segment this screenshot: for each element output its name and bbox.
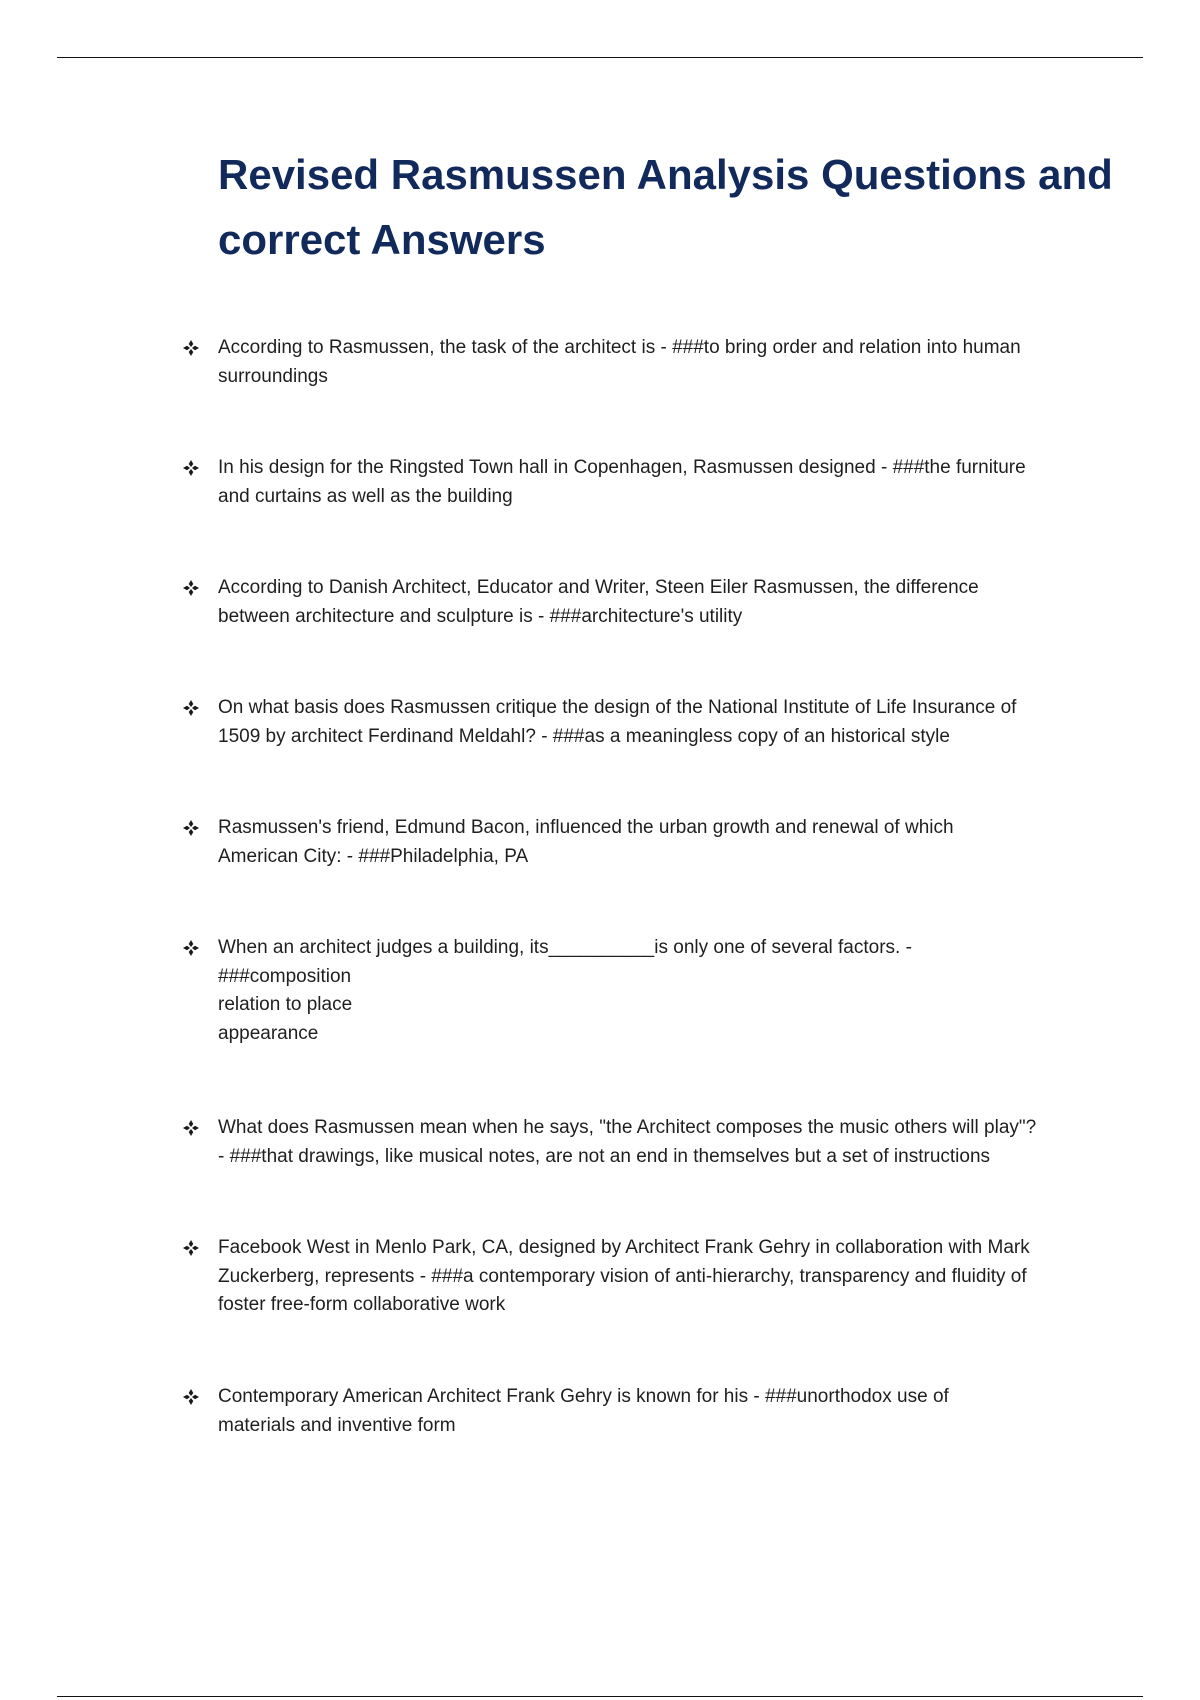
qa-item: [218, 1234, 1098, 1320]
qa-text-line: Contemporary American Architect Frank Gehry is known for his - ###unorthodox use of: [218, 1386, 949, 1407]
diamond-bullet-icon: [182, 1388, 200, 1406]
diamond-bullet-icon: [182, 579, 200, 597]
qa-text-line: foster free-form collaborative work: [218, 1294, 506, 1315]
qa-item: [218, 574, 1098, 631]
qa-text-line: appearance: [218, 1022, 319, 1044]
qa-item: [218, 694, 1098, 751]
qa-text-line: 1509 by architect Ferdinand Meldahl? - ###as a meaningless copy of an historical style: [218, 725, 950, 747]
diamond-bullet-icon: [182, 339, 200, 357]
qa-item: [218, 814, 1098, 871]
diamond-bullet-icon: [182, 939, 200, 957]
qa-text-line: between architecture and sculpture is - ###architecture's utility: [218, 605, 743, 627]
qa-text-line: According to Danish Architect, Educator and Writer, Steen Eiler Rasmussen, the difference: [218, 577, 979, 598]
diamond-bullet-icon: [182, 1119, 200, 1137]
qa-text-line: and curtains as well as the building: [218, 485, 513, 507]
diamond-bullet-icon: [182, 1239, 200, 1257]
qa-text-line: In his design for the Ringsted Town hall in Copenhagen, Rasmussen designed - ###the furniture: [218, 457, 1026, 478]
qa-item: [218, 1383, 1098, 1440]
page-title: [218, 142, 1118, 272]
qa-text-line: Zuckerberg, represents - ###a contemporary vision of anti-hierarchy, transparency and fluidity of: [218, 1265, 1027, 1287]
top-rule: [57, 57, 1143, 58]
qa-text-line: materials and inventive form: [218, 1414, 456, 1436]
diamond-bullet-icon: [182, 459, 200, 477]
bottom-rule: [57, 1696, 1143, 1697]
qa-text-line: Rasmussen's friend, Edmund Bacon, influenced the urban growth and renewal of which: [218, 817, 954, 838]
qa-text-line: What does Rasmussen mean when he says, "the Architect composes the music others will play"?: [218, 1117, 1037, 1138]
qa-item: [218, 934, 1098, 1048]
qa-text-line: surroundings: [218, 365, 328, 387]
qa-item: [218, 334, 1098, 391]
diamond-bullet-icon: [182, 699, 200, 717]
qa-text-line: ###composition: [218, 965, 352, 987]
qa-text-line: On what basis does Rasmussen critique the design of the National Institute of Life Insurance of: [218, 697, 1017, 718]
qa-text-line: According to Rasmussen, the task of the architect is - ###to bring order and relation into human: [218, 337, 1021, 358]
title-line: correct Answers: [218, 216, 546, 263]
qa-text-line: When an architect judges a building, its__________is only one of several factors. -: [218, 937, 912, 958]
qa-text-line: relation to place: [218, 994, 353, 1015]
qa-item: [218, 454, 1098, 511]
title-line: Revised Rasmussen Analysis Questions and: [218, 151, 1113, 198]
qa-text-line: Facebook West in Menlo Park, CA, designed by Architect Frank Gehry in collaboration with Mark: [218, 1237, 1030, 1258]
qa-text-line: - ###that drawings, like musical notes, are not an end in themselves but a set of instructions: [218, 1145, 991, 1167]
diamond-bullet-icon: [182, 819, 200, 837]
qa-text-line: American City: - ###Philadelphia, PA: [218, 845, 529, 867]
qa-item: [218, 1114, 1098, 1171]
